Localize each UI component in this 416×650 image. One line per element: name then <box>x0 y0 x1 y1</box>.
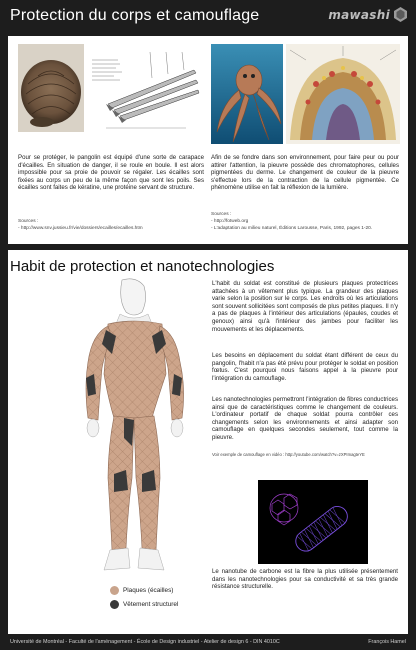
pangolin-sources-label: Sources : <box>18 219 39 224</box>
legend-plates <box>110 586 173 595</box>
nanotech-text: Les nanotechnologies permettront l'intégration de fibres conductrices ainsi que de caractéristiques comme le changement de couleurs. L'ordinateur portatif de chaque soldat pourra contrôler ces changements selon les environnements et ainsi adapter son camouflage en quelques secondes seulement, tout comme la pieuvre. <box>212 396 398 441</box>
page-title: Protection du corps et camouflage <box>10 7 260 24</box>
soldier-suit-illustration <box>78 278 190 580</box>
section-protection-panel <box>8 36 408 244</box>
legend-structure-label: Vêtement structurel <box>123 601 179 608</box>
carbon-nanotube-image <box>258 480 368 564</box>
video-example-link[interactable]: Voir exemple de camouflage en vidéo : http://youtube.com/watch?v=zXPImagteYE <box>212 452 365 457</box>
camouflage-text: Les besoins en déplacement du soldat étant différent de ceux du pangolin, l'habit n'a pas été prévu pour protéger le soldat en position fœtus. C'est pourquoi nous faisons appel à la pieuvre pour l'intégration du camouflage. <box>212 352 398 382</box>
footer-institution: Université de Montréal - Faculté de l'aménagement - École de Design industriel - Atelier de design 6 - DIN 4010C <box>10 639 280 645</box>
octopus-sources-label: Sources : <box>211 212 232 217</box>
legend-structure-swatch <box>110 600 119 609</box>
octopus-image <box>211 44 283 144</box>
nanotube-text: Le nanotube de carbone est la fibre la plus utilisée présentement dans les nanotechnologies pour sa conductivité et sa très grande résistance structurelle. <box>212 568 398 591</box>
title-bar <box>0 0 416 34</box>
suit-description-text: L'habit du soldat est constitué de plusieurs plaques protectrices attachées à un vêtement plus typique. La grandeur des plaques varie selon la position sur le corps. Les endroits où les articulations sont souvent sollicitées sont composés de plus petites plaques. Il n'y a pas de plaques à l'intérieur des articulations (épaules, coudes et genoux) ainsi qu'à l'intérieur des jambes pour faciliter les mouvements et les déplacements. <box>212 280 398 333</box>
octopus-source-link[interactable]: - http://fotweb.org <box>211 219 249 224</box>
octopus-source-book: - L'adaptation au milieu naturel, Éditions Larousse, Paris, 1992, pages 1-20. <box>211 226 373 231</box>
footer <box>0 636 416 650</box>
legend-plates-swatch <box>110 586 119 595</box>
legend-structure <box>110 600 178 609</box>
pangolin-text: Pour se protéger, le pangolin est équipé d'une sorte de carapace d'écailles. En situation de danger, il se roule en boule. Il est alors impossible pour sa proie de pouvoir se régaler. Les écailles sont fixées au corps un peu de la même façon que sont les poils. Ses écailles sont faites de kératine, une protéine servant de structure. <box>18 154 204 192</box>
footer-author: François Hamel <box>368 639 406 645</box>
section2-title: Habit de protection et nanotechnologies <box>10 258 275 275</box>
logo <box>328 6 408 23</box>
octopus-text: Afin de se fondre dans son environnement, pour faire peur ou pour attirer l'attention, la pieuvre possède des chromatophores, cellules pigmentées du derme. Le changement de couleur de la pieuvre s'effectue lors de la contraction de la cellule pigmentée. Ce phénomène utilise en fait la réflexion de la lumière. <box>211 154 399 192</box>
chromatophore-diagram <box>286 44 400 144</box>
section-nanotech-panel <box>8 250 408 634</box>
pangolin-image <box>18 44 84 132</box>
logo-text: mawashi <box>328 7 390 22</box>
logo-mark-icon <box>393 6 408 23</box>
pangolin-source-link[interactable]: - http://www.snv.jussieu.fr/vie/dossiers/ecailles/ecailles.htm <box>18 226 143 231</box>
legend-plates-label: Plaques (écailles) <box>123 587 174 594</box>
scale-diagram <box>90 48 202 132</box>
